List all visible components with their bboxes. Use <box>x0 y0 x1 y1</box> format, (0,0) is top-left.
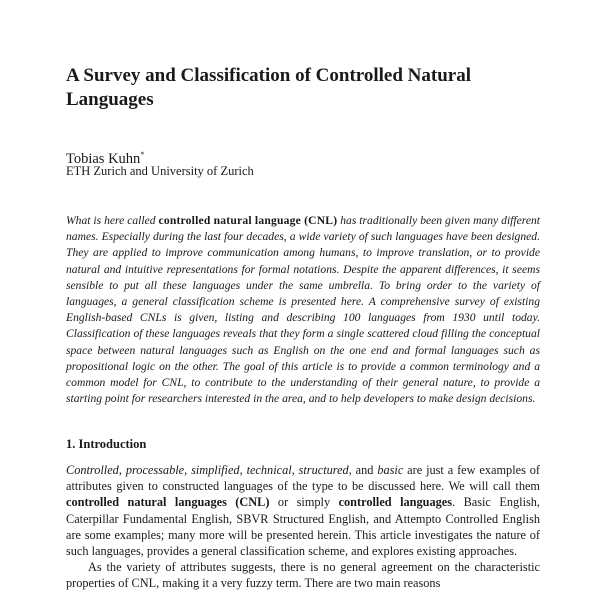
author-name-text: Tobias Kuhn <box>66 150 141 167</box>
bold-term-controlled-languages: controlled languages <box>338 495 453 510</box>
abstract-text-1: What is here called <box>66 214 159 227</box>
bold-term-cnl: controlled natural languages (CNL) <box>66 495 270 510</box>
section-heading: 1. Introduction <box>66 437 147 451</box>
separator: , <box>118 463 126 477</box>
separator: , and <box>348 463 378 477</box>
separator: , <box>291 463 299 477</box>
abstract <box>66 213 540 407</box>
separator: , <box>239 463 247 477</box>
term-processable: processable <box>125 463 185 477</box>
paragraph-2: As the variety of attributes suggests, there is no general agreement on the characteristic properties of CNL, making it a very fuzzy term. There are two main reasons <box>66 560 540 591</box>
author-affiliation: ETH Zurich and University of Zurich <box>66 164 254 178</box>
abstract-text-2: has traditionally been given many different names. Especially during the last four decades, a wide variety of such languages have been designed. They are applied to improve communication among humans, to improve translation, or to provide natural and intuitive representations for formal notations. Despite the apparent differences, it seems sensible to put all these languages under the same umbrella. To bring order to the variety of languages, a general classification scheme is presented here. A comprehensive survey of existing English-based CNLs is given, listing and describing 100 languages from 1930 until today. Classification of these languages reveals that they form a single scattered cloud filling the conceptual space between natural languages such as English on the one end and formal languages such as propositional logic on the other. The goal of this article is to provide a common terminology and a common model for CNL, to contribute to the understanding of their general nature, to provide a starting point for researchers interested in the area, and to help developers to make design decisions. <box>66 214 540 406</box>
paragraph-1-text-2: or simply <box>269 495 339 510</box>
author-footnote-mark: * <box>140 150 145 159</box>
separator: , <box>184 463 192 477</box>
term-controlled: Controlled <box>66 463 119 477</box>
abstract-term: controlled natural language (CNL) <box>158 214 338 227</box>
term-structured: structured <box>298 463 349 477</box>
paragraph-1-text-3: . Basic English, Caterpillar Fundamental English, SBVR Structured English, and Attempto Controlled English are some examples; many more will be presented herein. This article investigates the nature of such languages, provides a general classification scheme, and explores existing approaches. <box>66 495 540 559</box>
paragraph-1-text-1: are just a few examples of attributes given to constructed languages of the type to be discussed here. We will call them <box>66 463 540 494</box>
section-body <box>66 462 540 592</box>
paper-title: A Survey and Classification of Controlled Natural Languages <box>66 65 472 110</box>
paragraph-1 <box>66 462 540 559</box>
term-technical: technical <box>246 463 292 477</box>
term-basic: basic <box>377 463 404 477</box>
term-simplified: simplified <box>191 463 240 477</box>
